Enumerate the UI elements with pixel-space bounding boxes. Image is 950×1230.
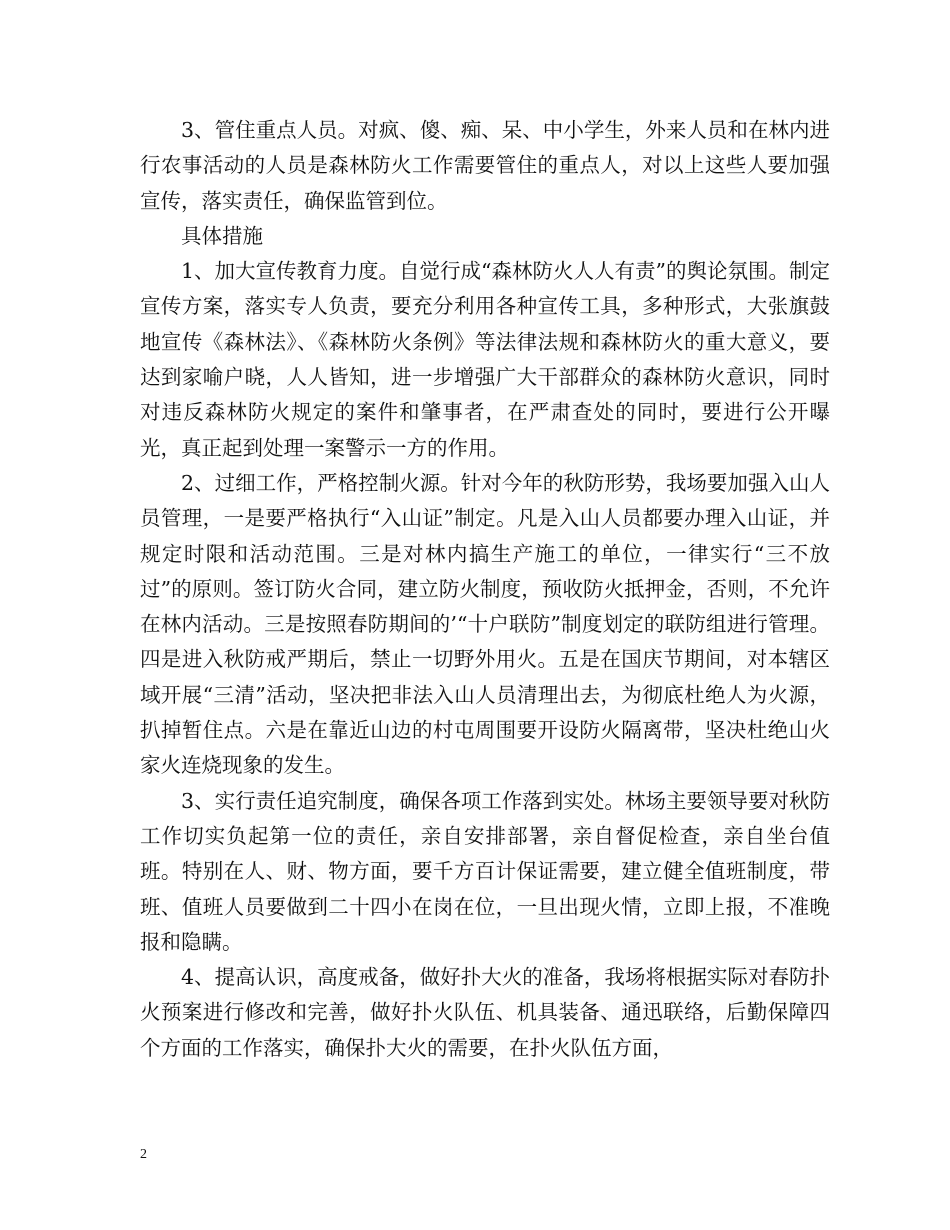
paragraph-publicity-education: 1、加大宣传教育力度。自觉行成“森林防火人人有责”的舆论氛围。制定宣传方案，落实专人负责，要充分利用各种宣传工具，多种形式，大张旗鼓地宣传《森林法》、《森林防火条例》等法律法规和森林防火的重大意义，要达到家喻户晓，人人皆知，进一步增强广大干部群众的森林防火意识，同时对违反森林防火规定的案件和肇事者，在严肃查处的同时，要进行公开曝光，真正起到处理一案警示一方的作用。	[140, 259, 831, 460]
paragraph-key-personnel: 3、管住重点人员。对疯、傻、痴、呆、中小学生，外来人员和在林内进行农事活动的人员是森林防火工作需要管住的重点人，对以上这些人要加强宣传，落实责任，确保监管到位。	[140, 118, 830, 213]
paragraph-specific-measures-heading: 具体措施	[181, 223, 263, 248]
document-body	[140, 113, 830, 1066]
page-number: 2	[140, 1147, 147, 1162]
paragraph-fire-source-control: 2、过细工作，严格控制火源。针对今年的秋防形势，我场要加强入山人员管理，一是要严格执行“入山证”制定。凡是入山人员都要办理入山证，并规定时限和活动范围。三是对林内搞生产施工的单位，一律实行“三不放过”的原则。签订防火合同，建立防火制度，预收防火抵押金，否则，不允许在林内活动。三是按照春防期间的’“十户联防”制度划定的联防组进行管理。四是进入秋防戒严期后，禁止一切野外用火。五是在国庆节期间，对本辖区域开展“三清”活动，坚决把非法入山人员清理出去，为彻底杜绝人为火源，扒掉暂住点。六是在靠近山边的村屯周围要开设防火隔离带，坚决杜绝山火家火连烧现象的发生。	[140, 470, 830, 778]
paragraph-accountability: 3、实行责任追究制度，确保各项工作落到实处。林场主要领导要对秋防工作切实负起第一位的责任，亲自安排部署，亲自督促检查，亲自坐台值班。特别在人、财、物方面，要千方百计保证需要，建立健全值班制度，带班、值班人员要做到二十四小在岗在位，一旦出现火情，立即上报，不准晚报和隐瞒。	[140, 788, 830, 954]
paragraph-preparedness: 4、提高认识，高度戒备，做好扑大火的准备，我场将根据实际对春防扑火预案进行修改和完善，做好扑火队伍、机具装备、通迅联络，后勤保障四个方面的工作落实，确保扑大火的需要，在扑火队伍方面，	[140, 965, 830, 1060]
